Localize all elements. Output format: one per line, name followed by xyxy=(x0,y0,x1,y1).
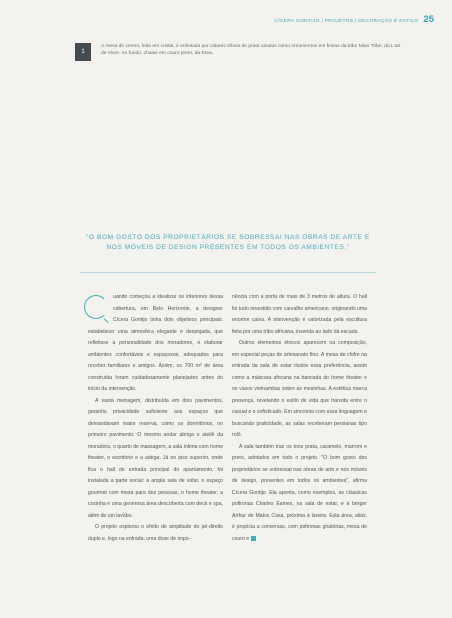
caption-number-badge: 1 xyxy=(75,43,91,61)
running-head xyxy=(274,14,434,25)
paragraph: O projeto explorou o efeito de amplitude do pé-direito duplo e, logo na entrada, uma dose de impo- xyxy=(88,524,223,542)
paragraph: uando começou a idealizar os interiores dessa cobertura, em Belo Horizonte, a designer Cícera Gontijo tinha dois objetivos principais: estabelecer uma atmosfera elegante e despojada, que refletisse a personalidade dos moradores, e elaborar ambientes confortáveis e espaçosos, adequados para receber familiares e amigos. Assim, os 700 m² de área construída foram cuidadosamente planejados antes do início da intervenção. xyxy=(88,294,223,392)
paragraph: A vasta metragem, distribuída em dois pavimentos, garantiu privacidade suficiente aos espaços que demandavam maior reserva, como os dormitórios, no primeiro pavimento. O mesmo andar abriga o ateliê da moradora, o quarto de massagem, a sala íntima com home theater, o escritório e a adega. Já no piso superior, onde fica o hall de entrada principal do apartamento, foi instalada a parte social: a ampla sala de estar, o espaço gourmet com mesa para dez pessoas, o home theater, a cozinha e uma generosa área descoberta com deck e spa, além de um lavabo. xyxy=(88,397,223,519)
pull-quote: “O BOM GOSTO DOS PROPRIETÁRIOS SE SOBRESSAI NAS OBRAS DE ARTE E NOS MÓVEIS DE DESIGN PRESENTES EM TODOS OS AMBIENTES.” xyxy=(86,234,370,251)
page-number: 25 xyxy=(423,14,434,25)
drop-cap-q-icon xyxy=(84,295,108,319)
paragraph: Outros elementos étnicos aparecem na composição, em especial peças de artesanato fino. A mesa de chifre na entrada da sala de estar ilustra essa preferência, assim como a máscara africana na bancada do home theater e os vasos vietnamitas sobre as mesinhas. A estética marca presença, revelando o estilo de vida que transita entre o casual e o sofisticado. Em sincronia com essa linguagem e buscando praticidade, as salas receberam persianas tipo rolô. xyxy=(232,340,367,438)
paragraph-text: A sala também traz os tons prata, caramelo, marrom e preto, adotados em todo o projeto. “O bom gosto dos proprietários se sobressai nas obras de arte e nos móveis de design, presentes em todos os ambientes”, afirma Cícera Gontijo. Ela aponta, como exemplos, as clássicas poltronas Charles Eames, na sala de estar, e a bérger Arthur de Matos Casa, próxima à lareira. Esta área, aliás, é propícia a conversas, com poltronas giratórias, mesa de couro e xyxy=(232,443,367,542)
pull-quote-divider xyxy=(80,272,376,273)
body-column-right xyxy=(232,292,367,545)
body-column-left xyxy=(88,292,223,545)
paragraph: nência com a porta de mais de 3 metros de altura. O hall foi todo revestido com carvalho americano, originando uma enorme caixa. A intervenção é valorizada pela escultura feita por uma tribo africana, inserida ao lado da escada. xyxy=(232,294,367,335)
running-head-section: CÍCERA GONTIJO | PROJETOS | DECORAÇÃO E ESTILO xyxy=(274,19,419,24)
paragraph xyxy=(232,442,367,546)
caption-text: A mesa de centro, feita em cristal, é enfeitada por colares tribais de prata usados como ornamentos em festas da tribo Miao Tribe, da L'art de Vivre. Ao fundo, chaise em couro preto, da Erea. xyxy=(101,44,401,57)
photo-caption xyxy=(75,43,405,61)
continue-arrow-icon xyxy=(251,536,256,541)
